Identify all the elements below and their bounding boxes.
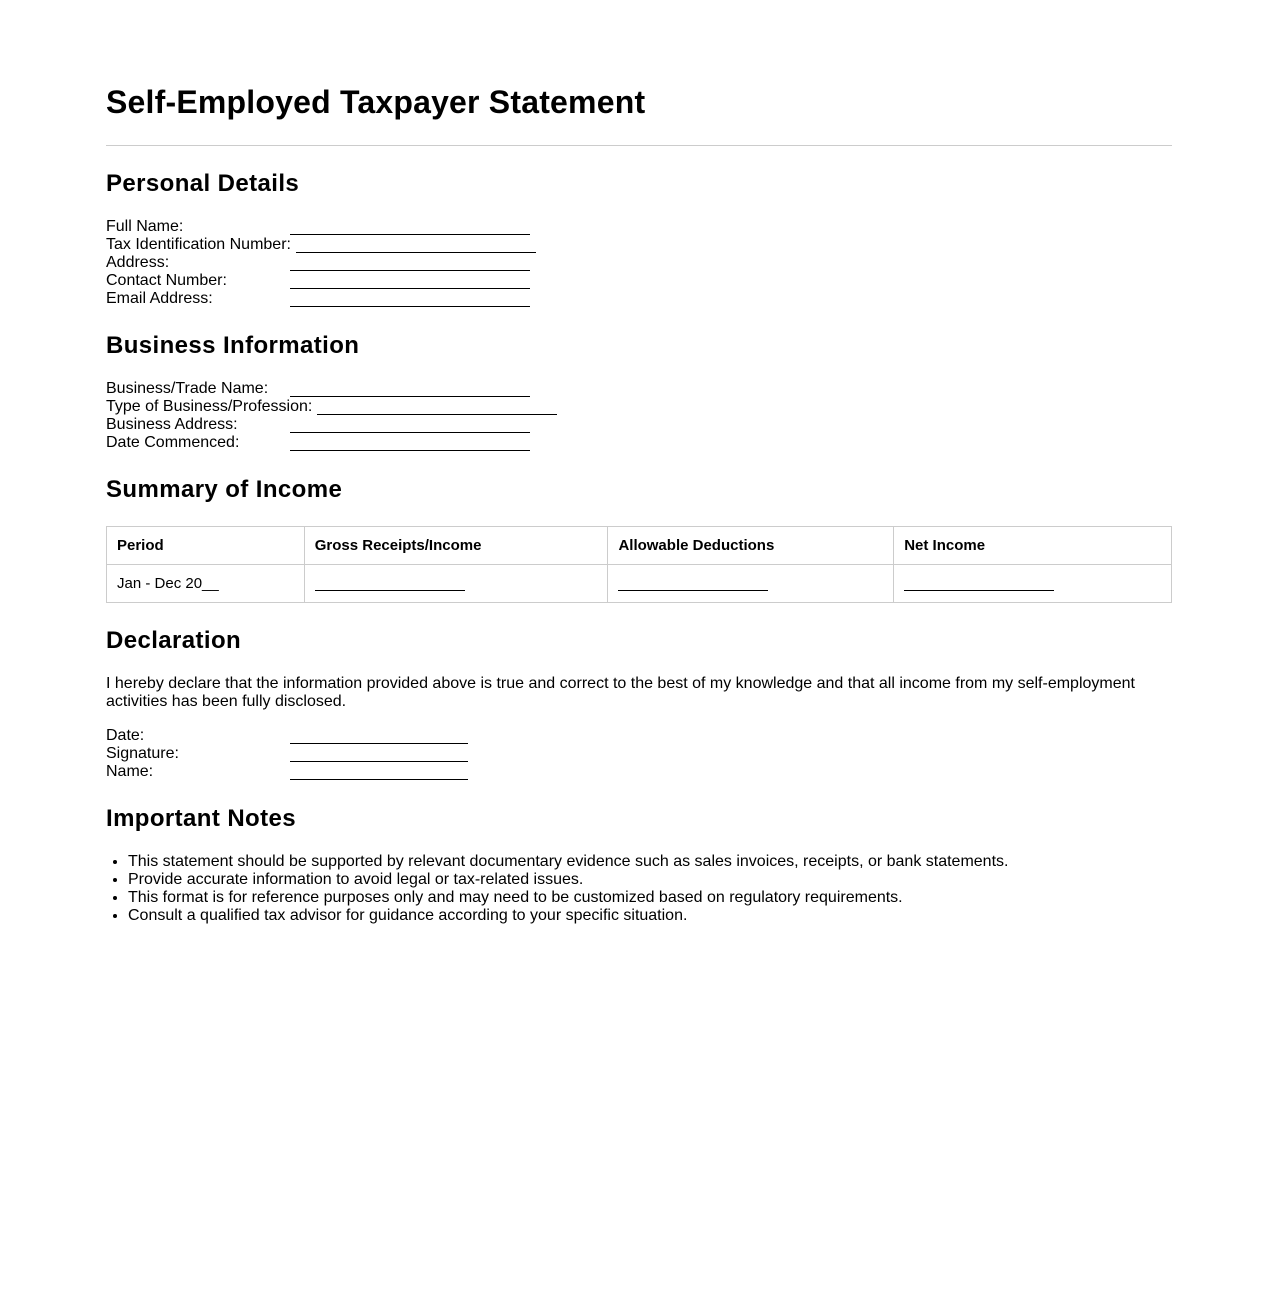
contact-number-blank[interactable]: [290, 273, 530, 289]
field-label: Type of Business/Profession:: [106, 398, 313, 415]
declaration-text: I hereby declare that the information provided above is true and correct to the best of my knowledge and that all income from my self-employment activities has been fully disclosed.: [106, 675, 1135, 710]
list-item: • Provide accurate information to avoid legal or tax-related issues.: [128, 871, 1172, 889]
field-label: Tax Identification Number:: [106, 236, 291, 253]
title-divider: [106, 145, 1172, 146]
field-business-name: [106, 380, 1172, 398]
net-blank[interactable]: [904, 576, 1054, 591]
section-heading-income: Summary of Income: [106, 476, 343, 503]
declaration-fields: [106, 727, 1172, 781]
gross-blank[interactable]: [315, 576, 465, 591]
column-header-period: Period: [107, 527, 305, 565]
section-heading-business: Business Information: [106, 332, 360, 359]
field-label: Business Address:: [106, 416, 238, 433]
field-date-commenced: [106, 434, 1172, 452]
table-row: [107, 565, 1172, 603]
field-address: [106, 254, 1172, 272]
date-commenced-blank[interactable]: [290, 435, 530, 451]
field-label: Email Address:: [106, 290, 213, 307]
name-blank[interactable]: [290, 764, 468, 780]
field-label: Business/Trade Name:: [106, 380, 269, 397]
field-label: Signature:: [106, 745, 179, 762]
business-address-blank[interactable]: [290, 417, 530, 433]
list-item: • Consult a qualified tax advisor for guidance according to your specific situation.: [128, 907, 1172, 925]
business-fields: [106, 380, 1172, 452]
section-heading-personal: Personal Details: [106, 170, 300, 197]
field-date: [106, 727, 1172, 745]
notes-list: [106, 853, 1172, 925]
field-label: Date Commenced:: [106, 434, 240, 451]
column-header-deductions: Allowable Deductions: [608, 527, 894, 565]
field-label: Address:: [106, 254, 170, 271]
email-blank[interactable]: [290, 291, 530, 307]
field-full-name: [106, 218, 1172, 236]
field-label: Name:: [106, 763, 154, 780]
field-business-address: [106, 416, 1172, 434]
tin-blank[interactable]: [296, 237, 536, 253]
column-header-net: Net Income: [894, 527, 1172, 565]
gross-cell: [304, 565, 608, 603]
field-name: [106, 763, 1172, 781]
signature-blank[interactable]: [290, 746, 468, 762]
section-heading-notes: Important Notes: [106, 805, 297, 832]
full-name-blank[interactable]: [290, 219, 530, 235]
field-label: Contact Number:: [106, 272, 227, 289]
list-item: • This format is for reference purposes only and may need to be customized based on regulatory requirements.: [128, 889, 1172, 907]
field-signature: [106, 745, 1172, 763]
field-contact-number: [106, 272, 1172, 290]
field-email: [106, 290, 1172, 308]
personal-fields: [106, 218, 1172, 308]
table-header-row: [107, 527, 1172, 565]
field-label: Full Name:: [106, 218, 184, 235]
page-title: Self-Employed Taxpayer Statement: [106, 84, 646, 120]
field-tin: [106, 236, 1172, 254]
column-header-gross: Gross Receipts/Income: [304, 527, 608, 565]
address-blank[interactable]: [290, 255, 530, 271]
deductions-cell: [608, 565, 894, 603]
list-item: • This statement should be supported by relevant documentary evidence such as sales invoices, receipts, or bank statements.: [128, 853, 1172, 871]
income-table: [106, 526, 1172, 603]
business-type-blank[interactable]: [317, 399, 557, 415]
section-heading-declaration: Declaration: [106, 627, 242, 654]
date-blank[interactable]: [290, 728, 468, 744]
field-label: Date:: [106, 727, 145, 744]
net-cell: [894, 565, 1172, 603]
deductions-blank[interactable]: [618, 576, 768, 591]
period-cell: Jan - Dec 20__: [107, 565, 305, 603]
business-name-blank[interactable]: [290, 381, 530, 397]
field-business-type: [106, 398, 1172, 416]
